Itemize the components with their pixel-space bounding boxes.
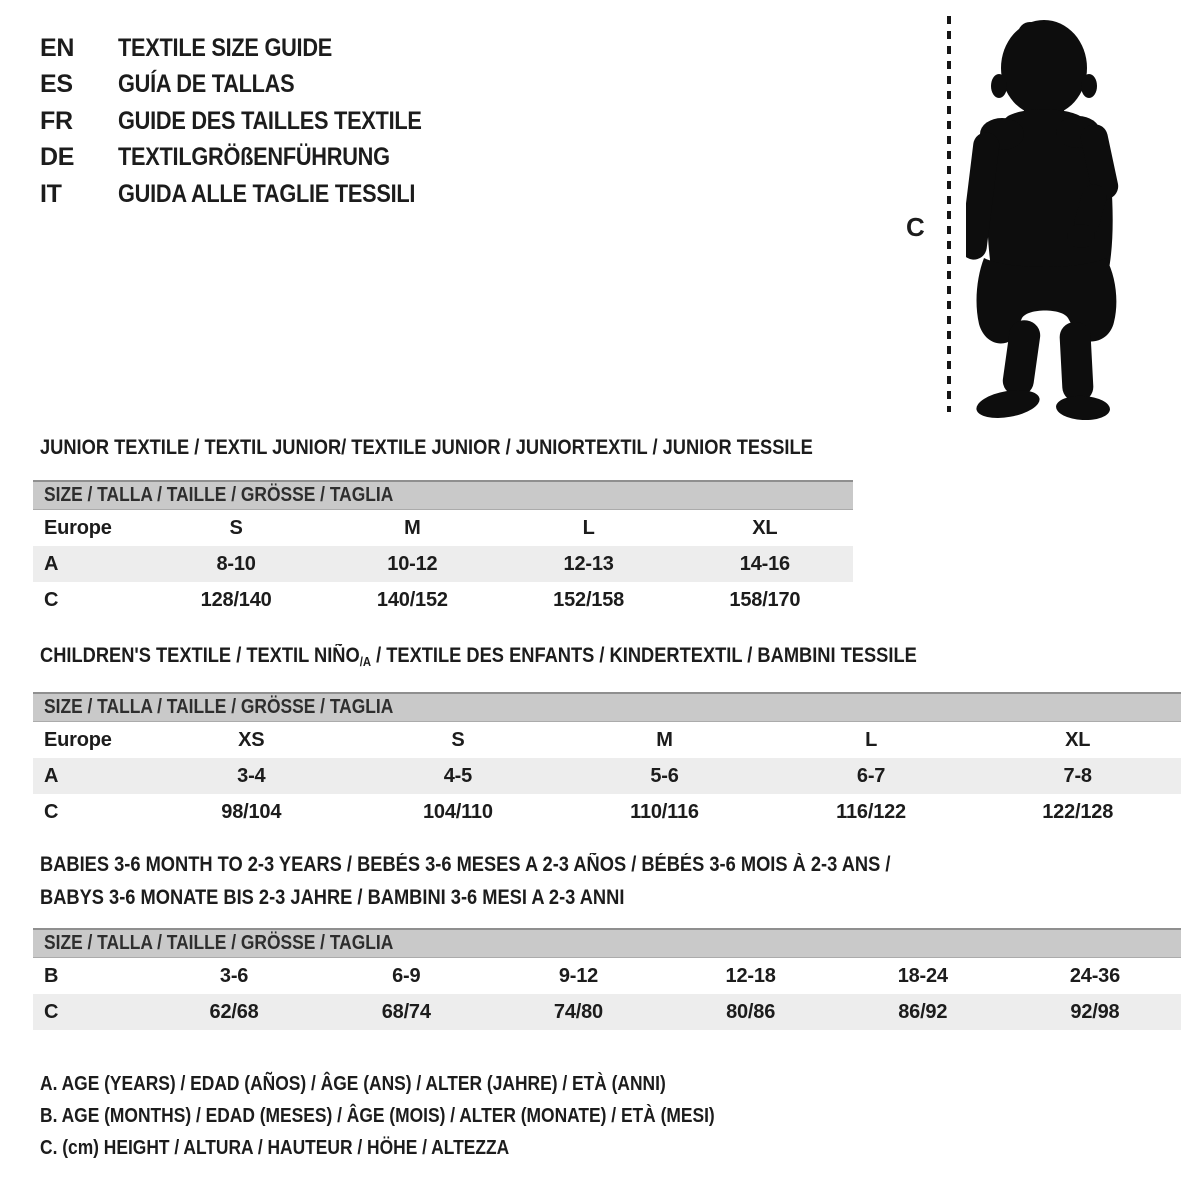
height-cell: 98/104: [221, 800, 282, 823]
table-row-height: [33, 794, 1181, 830]
height-cell: 116/122: [836, 800, 906, 823]
legend-row-a: A. AGE (YEARS) / EDAD (AÑOS) / ÂGE (ANS) / ALTER (JAHRE) / ETÀ (ANNI): [40, 1072, 666, 1095]
height-cell: 110/116: [630, 800, 699, 823]
children-size-table: [33, 692, 1181, 830]
legend-row-b: B. AGE (MONTHS) / EDAD (MESES) / ÂGE (MOIS) / ALTER (MONATE) / ETÀ (MESI): [40, 1104, 715, 1127]
months-cell: 3-6: [219, 964, 249, 987]
months-cell: 18-24: [897, 964, 948, 987]
height-cell: 80/86: [726, 1000, 776, 1023]
age-cell: 14-16: [739, 552, 790, 575]
language-title: GUIDE DES TAILLES TEXTILE: [118, 106, 422, 135]
table-row-months: [33, 958, 1181, 994]
nino-a-subscript: /A: [359, 654, 372, 669]
babies-size-table: [33, 928, 1181, 1030]
size-cell: XL: [752, 516, 778, 539]
babies-section-title: BABIES 3-6 MONTH TO 2-3 YEARS / BEBÉS 3-6 MESES A 2-3 AÑOS / BÉBÉS 3-6 MOIS À 2-3 ANS / BABYS 3-6 MONATE BIS 2-3 JAHRE / BAMBINI 3-6 MESI A 2-3 ANNI: [40, 853, 891, 909]
language-row-de: [40, 140, 467, 177]
size-cell: M: [404, 516, 421, 539]
row-label: A: [44, 764, 59, 787]
height-cell: 158/170: [729, 588, 801, 611]
table-row-age: [33, 546, 853, 582]
months-cell: 12-18: [725, 964, 776, 987]
language-row-fr: [40, 103, 467, 140]
height-cell: 86/92: [898, 1000, 948, 1023]
table-row-europe: [33, 722, 1181, 758]
height-cell: 152/158: [553, 588, 625, 611]
language-title: TEXTILGRÖßENFÜHRUNG: [118, 143, 390, 172]
height-cell: 92/98: [1070, 1000, 1120, 1023]
months-cell: 9-12: [558, 964, 599, 987]
language-title-list: [40, 30, 467, 213]
language-title: GUÍA DE TALLAS: [118, 70, 295, 99]
row-label: C: [44, 800, 59, 823]
size-cell: L: [582, 516, 595, 539]
language-title: TEXTILE SIZE GUIDE: [118, 33, 333, 62]
row-label: A: [44, 552, 59, 575]
row-label: B: [44, 964, 59, 987]
junior-size-header: SIZE / TALLA / TAILLE / GRÖSSE / TAGLIA: [33, 480, 853, 510]
size-cell: L: [865, 728, 878, 751]
size-cell: M: [656, 728, 673, 751]
height-measure-dashed-line: [947, 16, 951, 412]
babies-size-header: SIZE / TALLA / TAILLE / GRÖSSE / TAGLIA: [33, 928, 1181, 958]
size-cell: XL: [1065, 728, 1091, 751]
language-code: IT: [40, 179, 62, 208]
age-cell: 4-5: [443, 764, 473, 787]
age-cell: 7-8: [1063, 764, 1092, 787]
height-cell: 74/80: [553, 1000, 603, 1023]
age-cell: 10-12: [387, 552, 438, 575]
table-row-height: [33, 994, 1181, 1030]
age-cell: 6-7: [856, 764, 886, 787]
junior-size-table: [33, 480, 853, 618]
row-label: C: [44, 1000, 59, 1023]
table-row-europe: [33, 510, 853, 546]
height-cell: 140/152: [376, 588, 448, 611]
toddler-silhouette-icon: [966, 12, 1150, 420]
age-cell: 5-6: [650, 764, 679, 787]
height-cell: 128/140: [200, 588, 272, 611]
height-measure-label: C: [906, 212, 925, 242]
size-cell: XS: [238, 728, 265, 751]
legend-row-c: C. (cm) HEIGHT / ALTURA / HAUTEUR / HÖHE / ALTEZZA: [40, 1136, 510, 1159]
table-row-height: [33, 582, 853, 618]
row-label: Europe: [44, 728, 112, 751]
months-cell: 6-9: [392, 964, 421, 987]
row-label: Europe: [44, 516, 112, 539]
height-cell: 122/128: [1042, 800, 1114, 823]
months-cell: 24-36: [1069, 964, 1121, 987]
language-row-en: [40, 30, 467, 67]
language-code: FR: [40, 106, 73, 135]
row-label: C: [44, 588, 59, 611]
language-title: GUIDA ALLE TAGLIE TESSILI: [118, 179, 416, 208]
age-cell: 12-13: [563, 552, 614, 575]
language-code: DE: [40, 143, 75, 172]
children-section-title: CHILDREN'S TEXTILE / TEXTIL NIÑO/A / TEXTILE DES ENFANTS / KINDERTEXTIL / BAMBINI TESSILE: [40, 644, 917, 669]
language-code: ES: [40, 70, 73, 99]
height-cell: 62/68: [209, 1000, 259, 1023]
size-cell: S: [229, 516, 243, 539]
height-cell: 68/74: [381, 1000, 431, 1023]
age-cell: 3-4: [237, 764, 266, 787]
table-row-age: [33, 758, 1181, 794]
size-cell: S: [451, 728, 465, 751]
language-row-es: [40, 67, 467, 104]
language-code: EN: [40, 33, 75, 62]
height-cell: 104/110: [422, 800, 493, 823]
language-row-it: [40, 176, 467, 213]
children-size-header: SIZE / TALLA / TAILLE / GRÖSSE / TAGLIA: [33, 692, 1181, 722]
age-cell: 8-10: [216, 552, 256, 575]
measurement-legend: [40, 1068, 816, 1164]
junior-section-title: JUNIOR TEXTILE / TEXTIL JUNIOR/ TEXTILE JUNIOR / JUNIORTEXTIL / JUNIOR TESSILE: [40, 436, 813, 459]
